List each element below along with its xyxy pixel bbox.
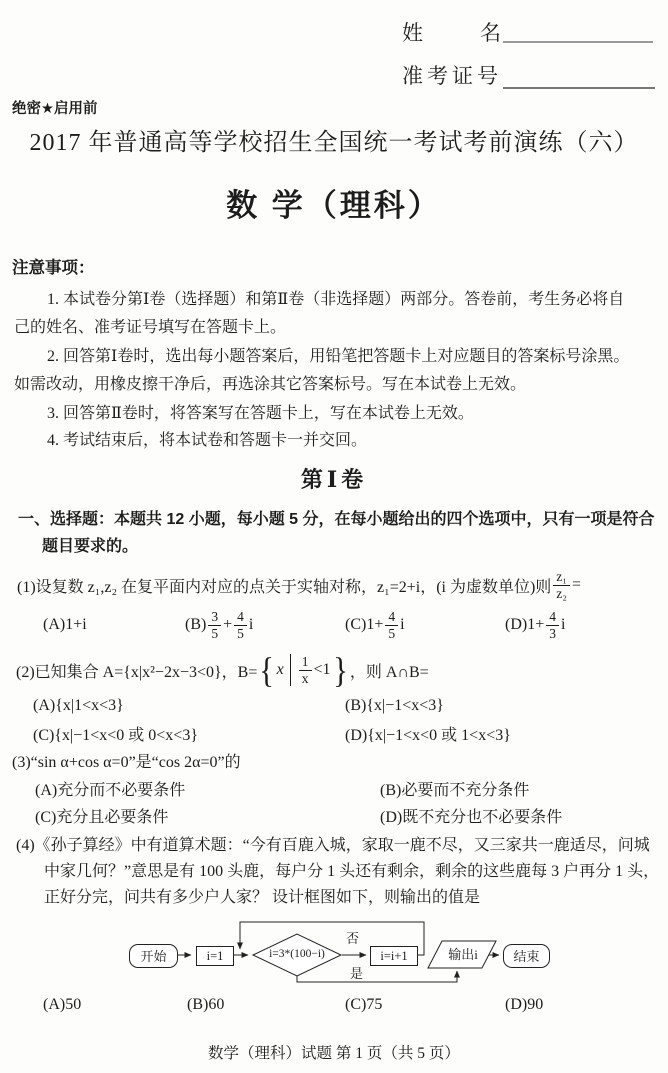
ticket-label: 准考证号 xyxy=(402,64,502,88)
q4-option-c: (C)75 xyxy=(345,996,383,1013)
q2-stem xyxy=(16,648,429,692)
notice-line: 己的姓名、准考证号填写在答题卡上。 xyxy=(14,319,287,336)
subject-title: 数 学（理科） xyxy=(226,188,442,223)
q1-option-d: (D)1+ $\frac{4}{3}$ i xyxy=(505,608,566,641)
q4-flowchart xyxy=(0,908,668,1000)
flow-condition-text: i=3*(100−i) xyxy=(269,948,325,960)
name-label-char-2: 名 xyxy=(480,21,501,45)
q2-relation: <1 xyxy=(313,661,331,678)
q4-line-1: (4)《孙子算经》中有道算术题：“今有百鹿入城，家取一鹿不尽，又三家共一鹿适尽，问城 xyxy=(16,837,650,854)
q3-option-b: (B)必要而不充分条件 xyxy=(380,782,530,799)
flow-yes-label: 是 xyxy=(350,966,364,981)
q1-option-a: (A)1+i xyxy=(43,616,87,633)
q4-line-2: 中家几何？”意思是有 100 头鹿，每户分 1 头还有剩余，剩余的这些鹿每 3 户再分 1 头， xyxy=(44,863,660,880)
q2-set-variable: x xyxy=(276,661,284,678)
set-divider-bar xyxy=(290,654,291,686)
flow-increment-node: i=i+1 xyxy=(370,946,418,966)
q1-option-b-fraction-2: $\frac{4}{5}$ xyxy=(234,609,247,641)
q1-equals: = xyxy=(572,576,582,593)
notice-line: 3. 回答第Ⅱ卷时，将答案写在答题卡上，写在本试卷上无效。 xyxy=(47,405,474,422)
q3-stem: (3)“sin α+cos α=0”是“cos 2α=0”的 xyxy=(12,754,241,771)
instruction-line-1: 一、选择题：本题共 12 小题，每小题 5 分，在每小题给出的四个选项中，只有一项是符合 xyxy=(18,511,655,528)
q1-option-b-fraction-1: $\frac{3}{5}$ xyxy=(208,609,221,641)
notice-line: 4. 考试结束后，将本试卷和答题卡一并交回。 xyxy=(47,432,368,449)
flow-no-label: 否 xyxy=(346,931,360,946)
q3-option-a: (A)充分而不必要条件 xyxy=(35,782,186,799)
flow-init-node: i=1 xyxy=(196,946,234,966)
notice-line: 1. 本试卷分第Ⅰ卷（选择题）和第Ⅱ卷（非选择题）两部分。答卷前，考生务必将自 xyxy=(47,291,625,308)
q3-option-d: (D)既不充分也不必要条件 xyxy=(380,809,563,826)
q2-option-b: (B){x|−1<x<3} xyxy=(345,697,444,714)
notice-line: 2. 回答第Ⅰ卷时，选出每小题答案后，用铅笔把答题卡上对应题目的答案标号涂黑。 xyxy=(47,348,630,365)
notice-heading: 注意事项： xyxy=(12,259,95,277)
q1-fraction: $\frac{\text{z₁}}{\text{z₂}}$ xyxy=(553,569,570,601)
q2-stem-text-b: ，则 A∩B= xyxy=(349,663,429,681)
q3-option-c: (C)充分且必要条件 xyxy=(35,809,169,826)
q2-fraction: $\frac{1}{x}$ xyxy=(299,654,312,686)
q4-option-a: (A)50 xyxy=(43,996,82,1013)
volume-title: 第Ⅰ卷 xyxy=(300,467,368,492)
instruction-line-2: 题目要求的。 xyxy=(42,538,139,555)
q1-stem xyxy=(17,566,581,604)
name-label-char-1: 姓 xyxy=(402,21,423,45)
flow-start-node: 开始 xyxy=(129,944,178,968)
secrecy-notice: 绝密★启用前 xyxy=(12,101,98,117)
q2-right-brace: } xyxy=(332,649,348,690)
exam-title: 2017 年普通高等学校招生全国统一考试考前演练（六） xyxy=(29,130,639,156)
q2-left-brace: { xyxy=(259,649,275,690)
q4-option-d: (D)90 xyxy=(505,996,544,1013)
q2-option-d: (D){x|−1<x<0 或 1<x<3} xyxy=(345,727,511,744)
notice-line: 如需改动，用橡皮擦干净后，再选涂其它答案标号。写在本试卷上无效。 xyxy=(14,376,527,393)
q2-stem-text-a: (2)已知集合 A={x|x²−2x−3<0}，B= xyxy=(16,663,258,681)
ticket-blank-line xyxy=(503,87,655,89)
q1-stem-text: (1)设复数 z₁,z₂ 在复平面内对应的点关于实轴对称，z₁=2+i，(i 为虚数单位)则 xyxy=(17,578,552,596)
q1-option-b: (B) $\frac{3}{5}$ + $\frac{4}{5}$ i xyxy=(185,608,254,641)
q4-option-b: (B)60 xyxy=(187,996,225,1013)
q2-option-c: (C){x|−1<x<0 或 0<x<3} xyxy=(33,727,199,744)
page-footer: 数学（理科）试题 第 1 页（共 5 页） xyxy=(208,1045,460,1062)
q1-option-d-fraction: $\frac{4}{3}$ xyxy=(546,609,559,641)
q1-option-c: (C)1+ $\frac{4}{5}$ i xyxy=(345,608,405,641)
name-blank-line xyxy=(503,41,653,43)
flow-yes-branch-line xyxy=(297,971,457,982)
q4-line-3: 正好分完，问共有多少户人家？ 设计框图如下，则输出的值是 xyxy=(44,889,481,906)
q1-option-c-fraction: $\frac{4}{5}$ xyxy=(385,609,398,641)
flow-output-text: 输出i xyxy=(448,947,478,962)
flow-end-node: 结束 xyxy=(503,944,550,968)
q2-option-a: (A){x|1<x<3} xyxy=(33,697,124,714)
